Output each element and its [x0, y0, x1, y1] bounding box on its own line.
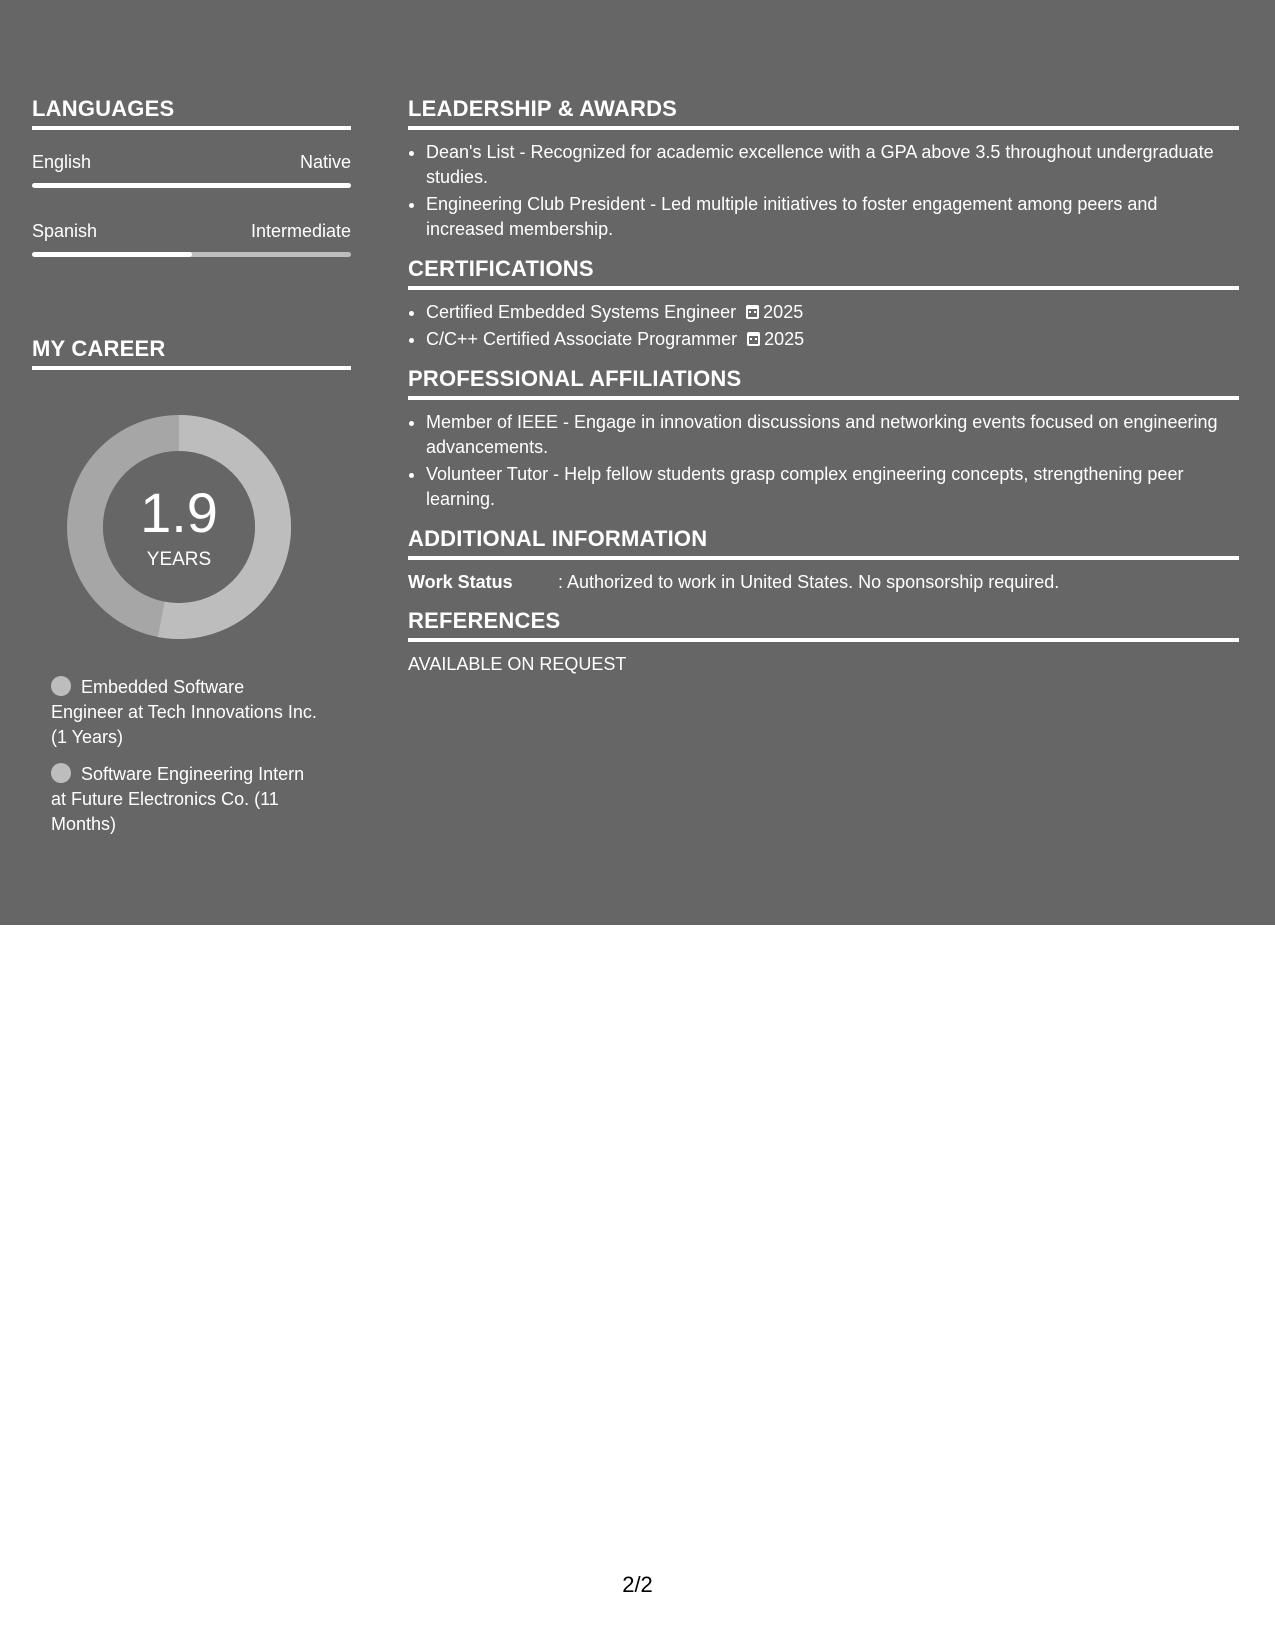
- section-divider: [408, 396, 1239, 400]
- section-divider: [408, 126, 1239, 130]
- bullet-dot-icon: [51, 676, 71, 696]
- language-name: English: [32, 152, 92, 172]
- section-divider: [32, 366, 351, 370]
- work-status-row: [408, 570, 1239, 594]
- career-item: [51, 675, 321, 750]
- certification-name: C/C++ Certified Associate Programmer: [426, 329, 738, 349]
- career-years-value: 1.9: [140, 481, 218, 544]
- affiliations-section: [408, 366, 1239, 512]
- language-bar: [32, 183, 351, 188]
- work-status-label: Work Status: [408, 572, 513, 592]
- section-divider: [408, 638, 1239, 642]
- additional-section: [408, 526, 1239, 594]
- page-number: 2/2: [622, 1572, 653, 1597]
- section-divider: [408, 556, 1239, 560]
- certifications-title: CERTIFICATIONS: [408, 256, 594, 281]
- references-section: [408, 608, 1239, 675]
- language-level: Native: [299, 152, 351, 172]
- career-item: [51, 762, 321, 837]
- list-item: • Engineering Club President - Led multiple initiatives to foster engagement among peers and increased membership.: [426, 192, 1239, 242]
- list-item: • Volunteer Tutor - Help fellow students grasp complex engineering concepts, strengthening peer learning.: [426, 462, 1239, 512]
- certifications-list: [408, 300, 1239, 352]
- career-years-unit: YEARS: [146, 549, 212, 570]
- career-title: MY CAREER: [32, 336, 166, 361]
- calendar-icon: [747, 332, 760, 346]
- work-status-value: : Authorized to work in United States. No sponsorship required.: [558, 572, 1060, 592]
- certification-year-wrap: [746, 302, 803, 322]
- language-name: Spanish: [32, 221, 98, 241]
- language-bar: [32, 252, 351, 257]
- language-bar-fill: [32, 252, 192, 257]
- list-item: • Dean's List - Recognized for academic excellence with a GPA above 3.5 throughout undergraduate studies.: [426, 140, 1239, 190]
- certification-year-wrap: [747, 329, 804, 349]
- certification-year: 2025: [763, 302, 804, 322]
- career-item-text: Embedded Software Engineer at Tech Innovations Inc. (1 Years): [51, 677, 317, 747]
- language-level: Intermediate: [250, 221, 351, 241]
- career-item-text: Software Engineering Intern at Future Electronics Co. (11 Months): [51, 764, 305, 834]
- certification-year: 2025: [764, 329, 805, 349]
- references-title: REFERENCES: [408, 608, 561, 633]
- leadership-section: [408, 96, 1239, 242]
- leadership-list: [408, 140, 1239, 242]
- affiliations-list: [408, 410, 1239, 512]
- languages-title: LANGUAGES: [32, 96, 175, 121]
- additional-title: ADDITIONAL INFORMATION: [408, 526, 708, 551]
- language-bar-fill: [32, 183, 351, 188]
- right-column: [408, 96, 1239, 689]
- list-item: [426, 327, 1239, 352]
- calendar-icon: [746, 305, 759, 319]
- section-divider: [32, 126, 351, 130]
- donut-label: [67, 415, 291, 639]
- career-donut-chart: [67, 415, 291, 639]
- certifications-section: [408, 256, 1239, 352]
- bullet-dot-icon: [51, 763, 71, 783]
- affiliations-title: PROFESSIONAL AFFILIATIONS: [408, 366, 742, 391]
- career-section: [32, 336, 351, 370]
- languages-section: [32, 96, 351, 130]
- section-divider: [408, 286, 1239, 290]
- list-item: • Member of IEEE - Engage in innovation discussions and networking events focused on engineering advancements.: [426, 410, 1239, 460]
- references-text: AVAILABLE ON REQUEST: [408, 654, 627, 674]
- certification-name: Certified Embedded Systems Engineer: [426, 302, 737, 322]
- career-list: [51, 675, 321, 849]
- list-item: [426, 300, 1239, 325]
- leadership-title: LEADERSHIP & AWARDS: [408, 96, 678, 121]
